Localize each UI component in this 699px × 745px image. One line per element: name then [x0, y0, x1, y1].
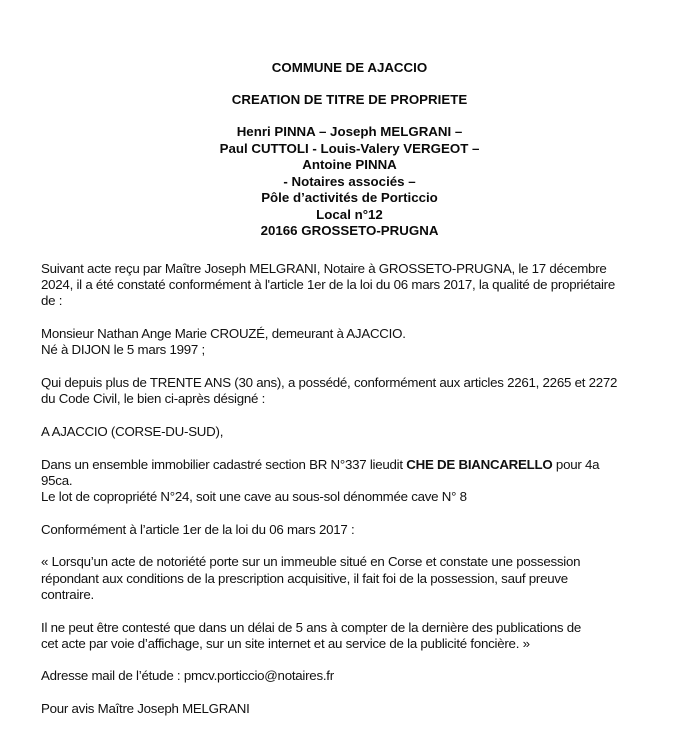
property-area: pour 4a — [552, 456, 600, 472]
email-address: pmcv.porticcio@notaires.fr — [183, 668, 334, 684]
property-area-cont: 95ca. — [41, 472, 73, 488]
office-address-line: 20166 GROSSETO-PRUGNA — [260, 223, 439, 238]
document-title — [0, 60, 699, 77]
notaries-block — [0, 124, 699, 240]
article-reference — [41, 522, 641, 538]
lieudit-name: CHE DE BIANCARELLO — [406, 456, 553, 472]
signature-line: Pour avis Maître Joseph MELGRANI — [41, 701, 250, 717]
property-line — [41, 457, 641, 473]
quote-paragraph-2 — [41, 620, 641, 652]
document-subtitle — [0, 92, 699, 109]
document-body — [41, 261, 641, 734]
property-text: Dans un ensemble immobilier cadastré section BR N°337 lieudit — [41, 456, 407, 472]
notaries-line: Henri PINNA – Joseph MELGRANI – — [236, 124, 463, 139]
intro-paragraph — [41, 261, 641, 310]
text-line: Il ne peut être contesté que dans un délai de 5 ans à compter de la dernière des publications de — [41, 619, 582, 635]
notaries-line: Antoine PINNA — [302, 157, 397, 172]
commune-title: COMMUNE DE AJACCIO — [271, 60, 428, 75]
email-label: Adresse mail de l’étude : — [41, 668, 184, 684]
office-address-line: Pôle d’activités de Porticcio — [261, 190, 438, 205]
text-line: de : — [41, 293, 63, 309]
text-line: cet acte par voie d’affichage, sur un site internet et au service de la publicité foncière. » — [41, 635, 530, 651]
text-line: 2024, il a été constaté conformément à l'article 1er de la loi du 06 mars 2017, la qualité de propriétaire — [41, 277, 616, 293]
office-address-line: Local n°12 — [316, 206, 383, 222]
text-line: Conformément à l’article 1er de la loi du 06 mars 2017 : — [41, 521, 355, 537]
property-paragraph — [41, 457, 641, 506]
email-line — [41, 668, 641, 684]
text-line: contraire. — [41, 586, 94, 602]
location-paragraph — [41, 424, 641, 440]
owner-name-line: Monsieur Nathan Ange Marie CROUZÉ, demeurant à AJACCIO. — [41, 326, 406, 342]
owner-paragraph — [41, 326, 641, 358]
quote-paragraph-1 — [41, 554, 641, 603]
text-line: Suivant acte reçu par Maître Joseph MELGRANI, Notaire à GROSSETO-PRUGNA, le 17 décembre — [41, 261, 607, 276]
text-line: Qui depuis plus de TRENTE ANS (30 ans), a possédé, conformément aux articles 2261, 2265 et 2272 — [41, 375, 618, 391]
notaries-association: - Notaires associés – — [283, 173, 416, 189]
notaries-line: Paul CUTTOLI - Louis-Valery VERGEOT – — [219, 140, 480, 156]
email-paragraph — [41, 668, 641, 684]
location-line: A AJACCIO (CORSE-DU-SUD), — [41, 423, 224, 439]
possession-paragraph — [41, 375, 641, 407]
creation-title: CREATION DE TITRE DE PROPRIETE — [231, 92, 468, 107]
lot-line: Le lot de copropriété N°24, soit une cave au sous-sol dénommée cave N° 8 — [41, 489, 467, 505]
text-line: du Code Civil, le bien ci-après désigné : — [41, 391, 266, 407]
text-line: « Lorsqu’un acte de notoriété porte sur un immeuble situé en Corse et constate une possession — [41, 554, 581, 570]
signature-paragraph — [41, 701, 641, 717]
owner-birth-line: Né à DIJON le 5 mars 1997 ; — [41, 342, 205, 358]
text-line: répondant aux conditions de la prescription acquisitive, il fait foi de la possession, sauf preuve — [41, 570, 568, 586]
